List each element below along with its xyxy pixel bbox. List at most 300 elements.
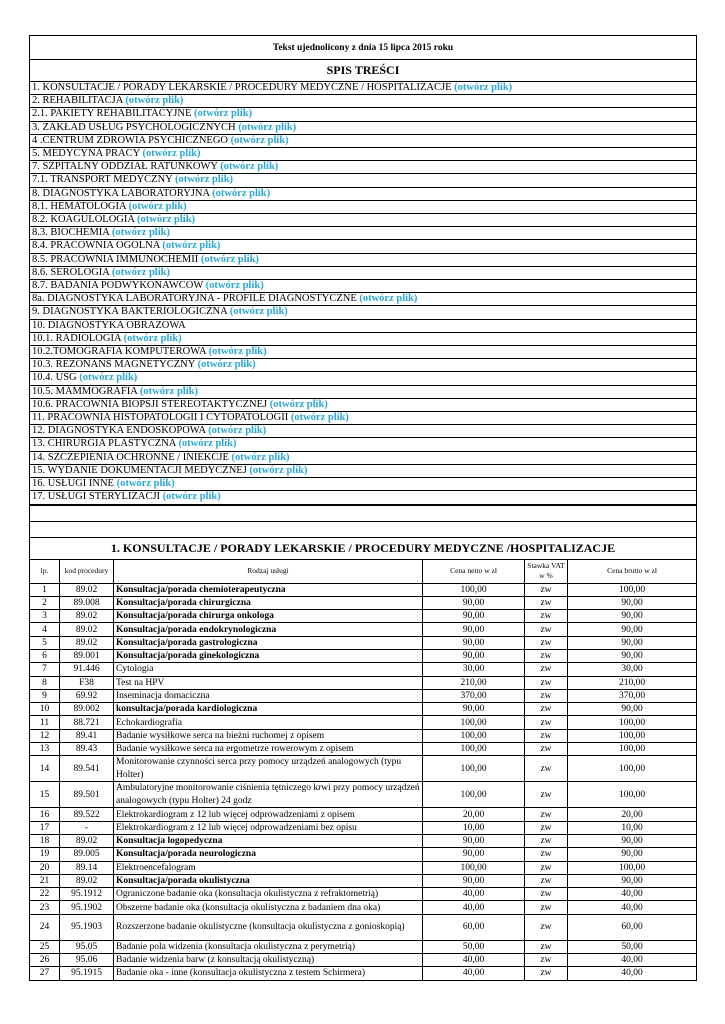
column-header-row: [30, 559, 697, 583]
table-row: [30, 861, 697, 874]
cell-kod: 89.02: [60, 623, 114, 636]
cell-netto: 20,00: [423, 808, 525, 821]
cell-name: Elektroencefalogram: [114, 861, 423, 874]
cell-name: Obszerne badanie oka (konsultacja okulistyczna z badaniem dna oka): [114, 901, 423, 914]
table-row: [30, 914, 697, 940]
cell-kod: -: [60, 821, 114, 834]
table-row: [30, 821, 697, 834]
cell-name: Konsultacja/porada chirurga onkologa: [114, 610, 423, 623]
open-file-link[interactable]: (otwórz plik): [249, 464, 308, 476]
cell-netto: 90,00: [423, 703, 525, 716]
cell-name: Konsultacja/porada neurologiczna: [114, 848, 423, 861]
toc-item-cell: [30, 174, 697, 187]
cell-brutto: 90,00: [568, 703, 697, 716]
open-file-link[interactable]: (otwórz plik): [454, 82, 513, 93]
cell-brutto: 100,00: [568, 716, 697, 729]
cell-netto: 60,00: [423, 914, 525, 940]
toc-item: [30, 227, 697, 240]
cell-lp: 18: [30, 834, 60, 847]
toc-item: [30, 438, 697, 451]
toc-item-cell: [30, 253, 697, 266]
cell-lp: 6: [30, 649, 60, 662]
toc-item-label: 10.3. REZONANS MAGNETYCZNY: [32, 359, 195, 371]
cell-vat: zw: [525, 596, 568, 609]
toc-title: SPIS TREŚCI: [30, 60, 697, 82]
toc-item-label: 3. ZAKŁAD USŁUG PSYCHOLOGICZNYCH: [32, 121, 239, 133]
open-file-link[interactable]: (otwórz plik): [137, 214, 196, 226]
cell-lp: 24: [30, 914, 60, 940]
toc-item: [30, 214, 697, 227]
cell-lp: 27: [30, 967, 60, 980]
toc-item-cell: [30, 464, 697, 477]
cell-kod: 89.02: [60, 610, 114, 623]
cell-lp: 25: [30, 940, 60, 953]
cell-netto: 370,00: [423, 689, 525, 702]
cell-netto: 40,00: [423, 954, 525, 967]
cell-kod: 89.501: [60, 782, 114, 808]
toc-item-label: 8.4. PRACOWNIA OGÓLNA: [32, 240, 160, 252]
cell-brutto: 40,00: [568, 901, 697, 914]
table-row: [30, 901, 697, 914]
col-header-vat: Stawka VAT w %: [525, 559, 568, 583]
open-file-link[interactable]: (otwórz plik): [79, 372, 138, 384]
cell-kod: 95.1915: [60, 967, 114, 980]
cell-name: Konsultacja logopedyczna: [114, 834, 423, 847]
cell-lp: 21: [30, 874, 60, 887]
toc-item-label: 1. KONSULTACJE / PORADY LEKARSKIE / PROCEDURY MEDYCZNE / HOSPITALIZACJE: [32, 82, 452, 93]
cell-name: Ograniczone badanie oka (konsultacja okulistyczna z refraktometrią): [114, 888, 423, 901]
toc-item-label: 8.1. HEMATOLOGIA: [32, 200, 127, 212]
toc-item: [30, 161, 697, 174]
toc-item: [30, 346, 697, 359]
open-file-link[interactable]: (otwórz plik): [200, 253, 259, 265]
open-file-link[interactable]: (otwórz plik): [194, 108, 253, 120]
toc-item-cell: [30, 491, 697, 504]
toc-item: [30, 398, 697, 411]
toc-item-cell: [30, 200, 697, 213]
cell-brutto: 90,00: [568, 834, 697, 847]
toc-item: [30, 280, 697, 293]
cell-netto: 210,00: [423, 676, 525, 689]
cell-brutto: 100,00: [568, 743, 697, 756]
cell-lp: 19: [30, 848, 60, 861]
open-file-link[interactable]: (otwórz plik): [175, 174, 234, 186]
cell-name: Konsultacja/porada gastrologiczna: [114, 636, 423, 649]
cell-kod: 89.005: [60, 848, 114, 861]
table-row: [30, 874, 697, 887]
cell-netto: 90,00: [423, 596, 525, 609]
toc-item-cell: [30, 187, 697, 200]
cell-vat: zw: [525, 914, 568, 940]
cell-kod: 89.002: [60, 703, 114, 716]
cell-name: Inseminacja domaciczna: [114, 689, 423, 702]
toc-item-label: 11. PRACOWNIA HISTOPATOLOGII I CYTOPATOLOGII: [32, 412, 289, 424]
cell-lp: 20: [30, 861, 60, 874]
cell-lp: 8: [30, 676, 60, 689]
toc-item-cell: [30, 412, 697, 425]
cell-brutto: 90,00: [568, 596, 697, 609]
cell-lp: 16: [30, 808, 60, 821]
document-subtitle: Tekst ujednolicony z dnia 15 lipca 2015 roku: [30, 36, 697, 60]
cell-vat: zw: [525, 967, 568, 980]
toc-item-label: 8.5. PRACOWNIA IMMUNOCHEMII: [32, 253, 199, 265]
toc-item-cell: [30, 214, 697, 227]
cell-lp: 10: [30, 703, 60, 716]
toc-item: [30, 148, 697, 161]
toc-item: [30, 200, 697, 213]
cell-kod: 95.1903: [60, 914, 114, 940]
table-row: [30, 636, 697, 649]
cell-vat: zw: [525, 821, 568, 834]
open-file-link[interactable]: (otwórz plik): [290, 412, 349, 424]
cell-brutto: 210,00: [568, 676, 697, 689]
toc-item-label: 4 .CENTRUM ZDROWIA PSYCHICZNEGO: [32, 134, 229, 146]
cell-name: Cytologia: [114, 663, 423, 676]
toc-item-label: 2. REHABILITACJA: [32, 95, 123, 107]
toc-item-label: 13. CHIRURGIA PLASTYCZNA: [32, 438, 176, 450]
open-file-link[interactable]: (otwórz plik): [111, 227, 170, 239]
cell-vat: zw: [525, 649, 568, 662]
cell-netto: 90,00: [423, 610, 525, 623]
open-file-link[interactable]: (otwórz plik): [162, 491, 221, 503]
toc-item-cell: [30, 332, 697, 345]
cell-brutto: 90,00: [568, 649, 697, 662]
table-row: [30, 689, 697, 702]
toc-item-cell: [30, 372, 697, 385]
open-file-link[interactable]: (otwórz plik): [111, 266, 170, 278]
open-file-link[interactable]: (otwórz plik): [208, 346, 267, 358]
open-file-link[interactable]: (otwórz plik): [205, 280, 264, 292]
toc-item-label: 15. WYDANIE DOKUMENTACJI MEDYCZNEJ: [32, 464, 247, 476]
toc-item-label: 10.4. USG: [32, 372, 77, 384]
table-row: [30, 967, 697, 980]
cell-kod: 89.541: [60, 756, 114, 782]
cell-brutto: 40,00: [568, 954, 697, 967]
toc-item-label: 7.1. TRANSPORT MEDYCZNY: [32, 174, 173, 186]
toc-item-label: 10. DIAGNOSTYKA OBRAZOWA: [32, 319, 186, 331]
toc-item-cell: [30, 108, 697, 121]
cell-vat: zw: [525, 888, 568, 901]
cell-name: Badanie wysiłkowe serca na bieżni ruchomej z opisem: [114, 729, 423, 742]
toc-item-cell: [30, 95, 697, 108]
col-header-brutto: Cena brutto w zł: [568, 559, 697, 583]
open-file-link[interactable]: (otwórz plik): [139, 385, 198, 397]
cell-vat: zw: [525, 743, 568, 756]
toc-item-label: 10.5. MAMMOGRAFIA: [32, 385, 138, 397]
cell-brutto: 100,00: [568, 729, 697, 742]
table-row: [30, 729, 697, 742]
cell-name: Test na HPV: [114, 676, 423, 689]
table-row: [30, 610, 697, 623]
toc-item: [30, 108, 697, 121]
cell-lp: 4: [30, 623, 60, 636]
cell-vat: zw: [525, 756, 568, 782]
cell-vat: zw: [525, 834, 568, 847]
toc-item-label: 17. USŁUGI STERYLIZACJI: [32, 491, 161, 503]
open-file-link[interactable]: (otwórz plik): [220, 161, 279, 173]
cell-netto: 90,00: [423, 636, 525, 649]
cell-vat: zw: [525, 583, 568, 596]
cell-lp: 13: [30, 743, 60, 756]
open-file-link[interactable]: (otwórz plik): [142, 148, 201, 160]
cell-vat: zw: [525, 676, 568, 689]
cell-lp: 17: [30, 821, 60, 834]
cell-kod: 89.41: [60, 729, 114, 742]
cell-name: Badanie pola widzenia (konsultacja okulistyczna z perymetrią): [114, 940, 423, 953]
toc-item-cell: [30, 478, 697, 491]
cell-vat: zw: [525, 663, 568, 676]
open-file-link[interactable]: (otwórz plik): [269, 398, 328, 410]
toc-item-label: 10.6. PRACOWNIA BIOPSJI STEREOTAKTYCZNEJ: [32, 398, 268, 410]
toc-item: [30, 82, 697, 95]
toc-item-label: 8.6. SEROLOGIA: [32, 266, 110, 278]
cell-name: Ambulatoryjne monitorowanie ciśnienia tętniczego krwi przy pomocy urządzeń analogowych (typu Holter) 24 godz: [114, 782, 423, 808]
open-file-link[interactable]: (otwórz plik): [231, 451, 290, 463]
cell-kod: 95.1912: [60, 888, 114, 901]
toc-item-cell: [30, 161, 697, 174]
toc-item-label: 2.1. PAKIETY REHABILITACYJNE: [32, 108, 192, 120]
toc-item: [30, 491, 697, 504]
toc-item: [30, 121, 697, 134]
cell-lp: 14: [30, 756, 60, 782]
cell-netto: 90,00: [423, 874, 525, 887]
cell-brutto: 10,00: [568, 821, 697, 834]
table-row: [30, 848, 697, 861]
toc-item: [30, 425, 697, 438]
cell-kod: 89.522: [60, 808, 114, 821]
toc-item-label: 8a. DIAGNOSTYKA LABORATORYJNA - PROFILE DIAGNOSTYCZNE: [32, 293, 357, 305]
cell-lp: 5: [30, 636, 60, 649]
open-file-link[interactable]: (otwórz plik): [178, 438, 237, 450]
cell-brutto: 100,00: [568, 782, 697, 808]
toc-item: [30, 95, 697, 108]
open-file-link[interactable]: (otwórz plik): [208, 425, 267, 437]
toc-item-label: 5. MEDYCYNA PRACY: [32, 148, 140, 160]
toc-item: [30, 134, 697, 147]
toc-item-label: 10.1. RADIOLOGIA: [32, 332, 121, 344]
cell-vat: zw: [525, 940, 568, 953]
open-file-link[interactable]: (otwórz plik): [128, 200, 187, 212]
price-table: [29, 505, 697, 981]
open-file-link[interactable]: (otwórz plik): [230, 134, 289, 146]
table-row: [30, 834, 697, 847]
toc-item-label: 7. SZPITALNY ODDZIAŁ RATUNKOWY: [32, 161, 218, 173]
toc-item-cell: [30, 148, 697, 161]
cell-kod: F38: [60, 676, 114, 689]
toc-item-cell: [30, 385, 697, 398]
toc-item-cell: [30, 438, 697, 451]
toc-item: [30, 451, 697, 464]
cell-kod: 69.92: [60, 689, 114, 702]
cell-netto: 100,00: [423, 756, 525, 782]
cell-netto: 30,00: [423, 663, 525, 676]
toc-item-cell: [30, 451, 697, 464]
toc-item-cell: [30, 266, 697, 279]
table-row: [30, 663, 697, 676]
cell-lp: 12: [30, 729, 60, 742]
cell-netto: 90,00: [423, 623, 525, 636]
table-row: [30, 888, 697, 901]
col-header-lp: lp.: [30, 559, 60, 583]
cell-vat: zw: [525, 901, 568, 914]
cell-kod: 89.02: [60, 834, 114, 847]
cell-name: Badanie wysiłkowe serca na ergometrze rowerowym z opisem: [114, 743, 423, 756]
cell-vat: zw: [525, 703, 568, 716]
open-file-link[interactable]: (otwórz plik): [212, 187, 271, 199]
cell-brutto: 90,00: [568, 874, 697, 887]
cell-kod: 88.721: [60, 716, 114, 729]
toc-item-cell: [30, 346, 697, 359]
cell-name: Badanie oka - inne (konsultacja okulistyczna z testem Schirmera): [114, 967, 423, 980]
toc-item: [30, 464, 697, 477]
toc-item: [30, 372, 697, 385]
cell-lp: 22: [30, 888, 60, 901]
toc-item-cell: [30, 280, 697, 293]
toc-item: [30, 332, 697, 345]
col-header-netto: Cena netto w zł: [423, 559, 525, 583]
cell-lp: 11: [30, 716, 60, 729]
table-row: [30, 808, 697, 821]
cell-netto: 90,00: [423, 834, 525, 847]
open-file-link[interactable]: (otwórz plik): [123, 332, 182, 344]
cell-brutto: 90,00: [568, 636, 697, 649]
toc-item: [30, 253, 697, 266]
cell-netto: 100,00: [423, 743, 525, 756]
open-file-link[interactable]: (otwórz plik): [162, 240, 221, 252]
col-header-kod: kod procedury: [60, 559, 114, 583]
toc-item-cell: [30, 293, 697, 306]
toc-item: [30, 240, 697, 253]
cell-brutto: 20,00: [568, 808, 697, 821]
cell-kod: 91.446: [60, 663, 114, 676]
toc-item-label: 10.2.TOMOGRAFIA KOMPUTEROWA: [32, 346, 206, 358]
cell-netto: 40,00: [423, 967, 525, 980]
toc-table: [29, 35, 697, 505]
spacer-row: [30, 521, 697, 537]
cell-netto: 90,00: [423, 649, 525, 662]
cell-vat: zw: [525, 954, 568, 967]
cell-name: Konsultacja/porada chemioterapeutyczna: [114, 583, 423, 596]
section-title: 1. KONSULTACJE / PORADY LEKARSKIE / PROCEDURY MEDYCZNE /HOSPITALIZACJE: [30, 537, 697, 559]
cell-netto: 40,00: [423, 888, 525, 901]
toc-item-label: 14. SZCZEPIENIA OCHRONNE / INIEKCJE: [32, 451, 229, 463]
cell-lp: 26: [30, 954, 60, 967]
cell-vat: zw: [525, 689, 568, 702]
open-file-link[interactable]: (otwórz plik): [238, 121, 297, 133]
cell-name: Konsultacja/porada okulistyczna: [114, 874, 423, 887]
open-file-link[interactable]: (otwórz plik): [359, 293, 418, 305]
cell-brutto: 100,00: [568, 756, 697, 782]
cell-vat: zw: [525, 716, 568, 729]
cell-vat: zw: [525, 808, 568, 821]
cell-brutto: 90,00: [568, 623, 697, 636]
cell-name: Elektrokardiogram z 12 lub więcej odprowadzeniami bez opisu: [114, 821, 423, 834]
toc-item-cell: [30, 82, 697, 95]
table-row: [30, 649, 697, 662]
open-file-link[interactable]: (otwórz plik): [116, 478, 175, 490]
cell-vat: zw: [525, 623, 568, 636]
table-row: [30, 583, 697, 596]
table-row: [30, 782, 697, 808]
cell-kod: 89.02: [60, 636, 114, 649]
cell-netto: 90,00: [423, 848, 525, 861]
cell-netto: 50,00: [423, 940, 525, 953]
open-file-link[interactable]: (otwórz plik): [197, 359, 256, 371]
cell-name: Rozszerzone badanie okulistyczne (konsultacja okulistyczna z gonioskopią): [114, 914, 423, 940]
toc-item-cell: [30, 398, 697, 411]
cell-name: Echokardiografia: [114, 716, 423, 729]
table-row: [30, 703, 697, 716]
cell-vat: zw: [525, 610, 568, 623]
cell-kod: 89.001: [60, 649, 114, 662]
cell-name: Konsultacja/porada ginekologiczna: [114, 649, 423, 662]
cell-netto: 100,00: [423, 782, 525, 808]
open-file-link[interactable]: (otwórz plik): [125, 95, 184, 107]
cell-lp: 23: [30, 901, 60, 914]
cell-brutto: 50,00: [568, 940, 697, 953]
toc-item: [30, 385, 697, 398]
toc-item-cell: [30, 425, 697, 438]
cell-lp: 9: [30, 689, 60, 702]
cell-brutto: 40,00: [568, 967, 697, 980]
cell-name: konsultacja/porada kardiologiczna: [114, 703, 423, 716]
cell-vat: zw: [525, 861, 568, 874]
cell-vat: zw: [525, 848, 568, 861]
cell-name: Konsultacja/porada chirurgiczna: [114, 596, 423, 609]
toc-item: [30, 478, 697, 491]
cell-vat: zw: [525, 729, 568, 742]
toc-item: [30, 174, 697, 187]
table-row: [30, 596, 697, 609]
open-file-link[interactable]: (otwórz plik): [229, 306, 288, 318]
cell-netto: 100,00: [423, 583, 525, 596]
cell-name: Konsultacja/porada endokrynologiczna: [114, 623, 423, 636]
cell-vat: zw: [525, 874, 568, 887]
table-row: [30, 623, 697, 636]
cell-netto: 100,00: [423, 716, 525, 729]
table-row: [30, 743, 697, 756]
toc-item-label: 8.7. BADANIA PODWYKONAWCÓW: [32, 280, 204, 292]
toc-item: [30, 266, 697, 279]
cell-lp: 15: [30, 782, 60, 808]
cell-kod: 95.05: [60, 940, 114, 953]
document: [29, 35, 696, 981]
toc-item-cell: [30, 306, 697, 319]
cell-brutto: 30,00: [568, 663, 697, 676]
toc-item-label: 8. DIAGNOSTYKA LABORATORYJNA: [32, 187, 213, 199]
cell-kod: 89.43: [60, 743, 114, 756]
table-row: [30, 954, 697, 967]
toc-item: [30, 293, 697, 306]
table-row: [30, 756, 697, 782]
toc-item-label: 16. USŁUGI INNE: [32, 478, 114, 490]
toc-item-cell: [30, 134, 697, 147]
toc-item: [30, 306, 697, 319]
toc-item-cell: [30, 227, 697, 240]
cell-brutto: 90,00: [568, 848, 697, 861]
table-row: [30, 940, 697, 953]
cell-brutto: 100,00: [568, 583, 697, 596]
table-row: [30, 676, 697, 689]
cell-vat: zw: [525, 782, 568, 808]
cell-brutto: 90,00: [568, 610, 697, 623]
toc-item: [30, 187, 697, 200]
cell-brutto: 40,00: [568, 888, 697, 901]
cell-netto: 10,00: [423, 821, 525, 834]
cell-lp: 1: [30, 583, 60, 596]
cell-netto: 100,00: [423, 861, 525, 874]
toc-item-cell: [30, 319, 697, 332]
